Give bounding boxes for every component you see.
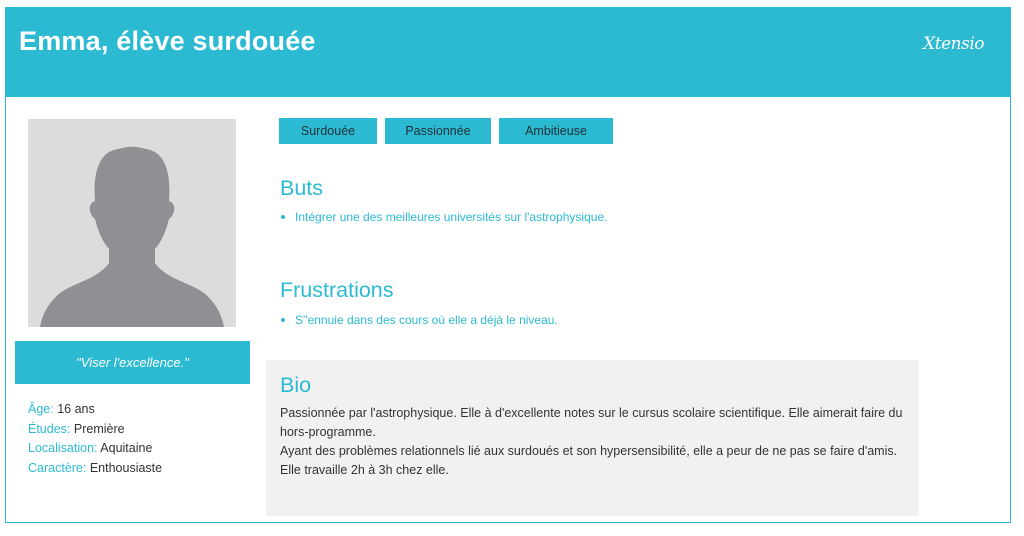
xtensio-logo[interactable]: Xtensio xyxy=(923,34,984,54)
fact-value: Aquitaine xyxy=(97,441,153,455)
fact-value: Enthousiaste xyxy=(86,460,163,475)
tag-ambitieuse[interactable]: Ambitieuse xyxy=(499,118,613,144)
fact-value: Première xyxy=(70,421,125,436)
fact-age xyxy=(28,400,162,420)
persona-card xyxy=(5,7,1011,523)
goals-item[interactable] xyxy=(281,210,607,224)
bio-paragraph: Passionnée par l'astrophysique. Elle à d'excellente notes sur le cursus scolaire scientifique. Elle aimerait faire du hors-programme. xyxy=(280,406,903,439)
person-silhouette-icon xyxy=(28,119,236,327)
fact-label: Caractère: xyxy=(28,460,87,475)
fact-label: Âge: xyxy=(28,402,54,416)
page-title: Emma, élève surdouée xyxy=(19,26,316,56)
goals-title: Buts xyxy=(280,176,324,200)
bio-paragraph: Elle travaille 2h à 3h chez elle. xyxy=(280,463,449,477)
fact-label: Études: xyxy=(28,421,71,436)
fact-location xyxy=(28,439,162,459)
bullet-icon xyxy=(281,318,285,322)
frustrations-title: Frustrations xyxy=(280,278,394,302)
frustrations-item[interactable] xyxy=(281,313,558,327)
fact-label: Localisation: xyxy=(28,441,98,455)
bio-title: Bio xyxy=(280,373,312,397)
fact-studies xyxy=(28,420,162,440)
avatar[interactable] xyxy=(28,119,236,327)
trait-tags xyxy=(279,118,613,144)
fact-character xyxy=(28,459,162,479)
tag-surdouee[interactable]: Surdouée xyxy=(279,118,377,144)
persona-quote[interactable]: "Viser l'excellence." xyxy=(15,341,250,384)
frustrations-item-text: S''ennuie dans des cours où elle a déjà le niveau. xyxy=(295,313,558,327)
goals-item-text: Intégrer une des meilleures universités sur l'astrophysique. xyxy=(295,210,608,224)
persona-facts xyxy=(28,400,162,478)
bullet-icon xyxy=(281,215,285,219)
bio-paragraph: Ayant des problèmes relationnels lié aux surdoués et son hypersensibilité, elle a peur de ne pas se faire d'amis. xyxy=(280,444,898,458)
bio-panel[interactable] xyxy=(266,360,919,516)
header-banner xyxy=(6,8,1010,97)
tag-passionnee[interactable]: Passionnée xyxy=(385,118,491,144)
fact-value: 16 ans xyxy=(53,402,95,416)
